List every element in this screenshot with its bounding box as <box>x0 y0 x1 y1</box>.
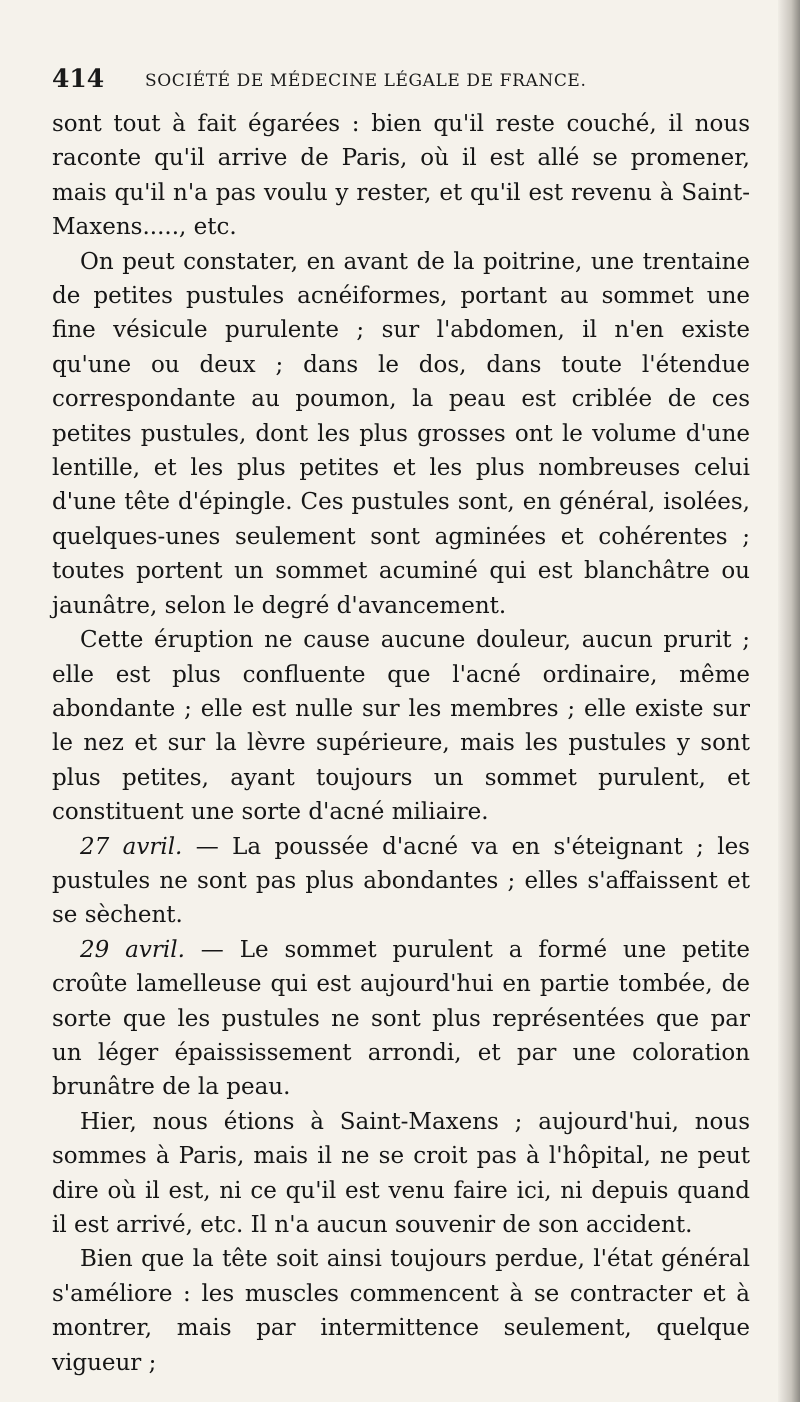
page-number: 414 <box>52 64 105 93</box>
date-label: 27 avril. <box>80 833 183 860</box>
page-header <box>52 64 752 104</box>
body-text <box>52 107 750 1380</box>
page-edge-shadow <box>778 0 800 1402</box>
running-head: SOCIÉTÉ DE MÉDECINE LÉGALE DE FRANCE. <box>145 71 587 91</box>
paragraph-pustules: On peut constater, en avant de la poitrine, une trentaine de petites pustules acnéiformes, portant au sommet une fine vésicule purulente ; sur l'abdomen, il n'en existe qu'une ou deux ; dans le dos, dans toute l'étendue correspondante au poumon, la peau est criblée de ces petites pustules, dont les plus grosses ont le volume d'une lentille, et les plus petites et les plus nombreuses celui d'une tête d'épingle. Ces pustules sont, en général, isolées, quelques-unes seulement sont agminées et cohérentes ; toutes portent un sommet acuminé qui est blanchâtre ou jaunâtre, selon le degré d'avancement. <box>52 248 750 619</box>
paragraph-hier: Hier, nous étions à Saint-Maxens ; aujourd'hui, nous sommes à Paris, mais il ne se croit pas à l'hôpital, ne peut dire où il est, ni ce qu'il est venu faire ici, ni depuis quand il est arrivé, etc. Il n'a aucun souvenir de son accident. <box>52 1108 750 1238</box>
paragraph-continuation: sont tout à fait égarées : bien qu'il reste couché, il nous raconte qu'il arrive de Paris, où il est allé se promener, mais qu'il n'a pas voulu y rester, et qu'il est revenu à Saint-Maxens....., etc. <box>52 111 750 241</box>
paragraph-29-avril: 29 avril. — Le sommet purulent a formé une petite croûte lamelleuse qui est aujourd'hui en partie tombée, de sorte que les pustules ne sont plus représentées que par un léger épaississement arrondi, et par une coloration brunâtre de la peau. <box>52 936 750 1101</box>
paragraph-bien-que: Bien que la tête soit ainsi toujours perdue, l'état général s'améliore : les muscles commencent à se contracter et à montrer, mais par intermittence seulement, quelque vigueur ; <box>52 1246 750 1376</box>
paragraph-27-avril: 27 avril. — La poussée d'acné va en s'éteignant ; les pustules ne sont pas plus abondantes ; elles s'affaissent et se sèchent. <box>52 833 750 929</box>
paragraph-eruption: Cette éruption ne cause aucune douleur, aucun prurit ; elle est plus confluente que l'acné ordinaire, même abondante ; elle est nulle sur les membres ; elle existe sur le nez et sur la lèvre supérieure, mais les pustules y sont plus petites, ayant toujours un sommet purulent, et constituent une sorte d'acné miliaire. <box>52 627 750 826</box>
date-label: 29 avril. <box>80 936 185 963</box>
